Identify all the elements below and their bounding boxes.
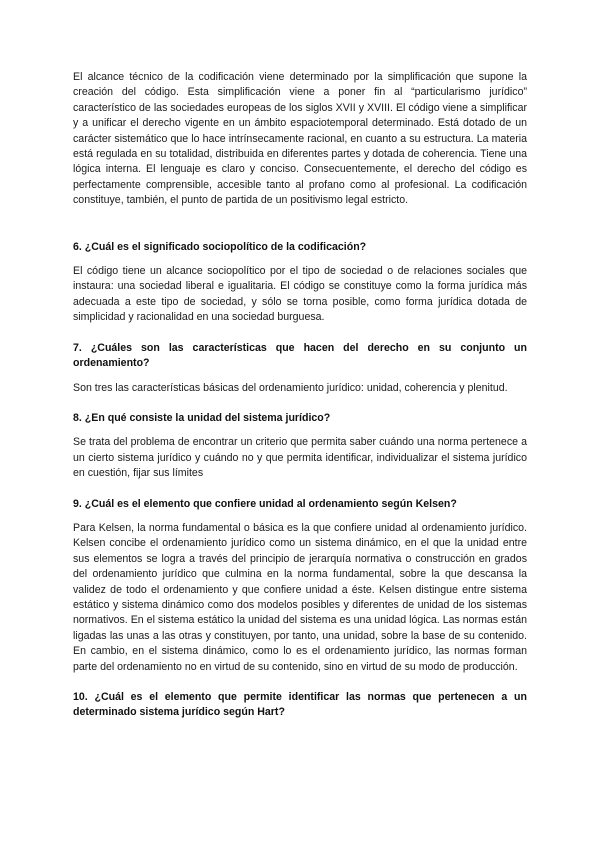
question-6-heading: 6. ¿Cuál es el significado sociopolítico de la codificación? <box>73 240 367 253</box>
question-7-heading: 7. ¿Cuáles son las características que hacen del derecho en su conjunto un ordenamiento? <box>73 341 527 370</box>
answer-9-paragraph: Para Kelsen, la norma fundamental o básica es la que confiere unidad al ordenamiento jurídico. Kelsen concibe el ordenamiento jurídico como un sistema dinámico, en el que la unidad entre sus elementos se logra a través del principio de jerarquía normativa o construcción en grados del ordenamiento jurídico que culmina en la norma fundamental, sobre la que descansa la validez de todo el ordenamiento y que confiere unidad a éste. Kelsen distingue entre sistema estático y sistema dinámico como dos modelos posibles y diferentes de unidad de los sistemas normativos. En el sistema estático la unidad del sistema es una unidad lógica. Las normas están ligadas las unas a las otras y constituyen, por tanto, una unidad, sobre la base de su contenido. En cambio, en el sistema dinámico, como lo es el ordenamiento jurídico, las normas forman parte del ordenamiento no en virtud de su contenido, sino en virtud de su modo de producción. <box>73 521 527 673</box>
answer-7-paragraph: Son tres las características básicas del ordenamiento jurídico: unidad, coherencia y plenitud. <box>73 381 508 394</box>
question-9-heading: 9. ¿Cuál es el elemento que confiere unidad al ordenamiento según Kelsen? <box>73 497 457 510</box>
question-10-heading: 10. ¿Cuál es el elemento que permite identificar las normas que pertenecen a un determinado sistema jurídico según Hart? <box>73 691 527 719</box>
answer-6-paragraph: El código tiene un alcance sociopolítico por el tipo de sociedad o de relaciones sociales que instaura: una sociedad liberal e igualitaria. El código se constituye como la forma jurídica más adecuada a este tipo de sociedad, y sólo se torna posible, como forma jurídica dotada de simplicidad y racionalidad en una sociedad burguesa. <box>73 265 527 324</box>
question-8-heading: 8. ¿En qué consiste la unidad del sistema jurídico? <box>73 411 331 424</box>
answer-8-paragraph: Se trata del problema de encontrar un criterio que permita saber cuándo una norma pertenece a un cierto sistema jurídico y cuándo no y que permita identificar, individualizar el sistema jurídico en cuestión, fijar sus límites <box>73 436 527 480</box>
document-body <box>73 70 527 721</box>
intro-paragraph: El alcance técnico de la codificación viene determinado por la simplificación que supone la creación del código. Esta simplificación viene a poner fin al “particularismo jurídico” característico de las sociedades europeas de los siglos XVII y XVIII. El código viene a simplificar y a unificar el derecho vigente en un ámbito espaciotemporal determinado. Está dotado de un carácter sistemático que lo hace intrínsecamente racional, en cuanto a su estructura. La materia está regulada en su totalidad, distribuida en diferentes partes y dotada de coherencia. Tiene una lógica interna. El lenguaje es claro y conciso. Consecuentemente, el derecho del código es perfectamente comprensible, accesible tanto al profano como al profesional. La codificación constituye, también, el punto de partida de un positivismo legal estricto. <box>73 71 527 207</box>
